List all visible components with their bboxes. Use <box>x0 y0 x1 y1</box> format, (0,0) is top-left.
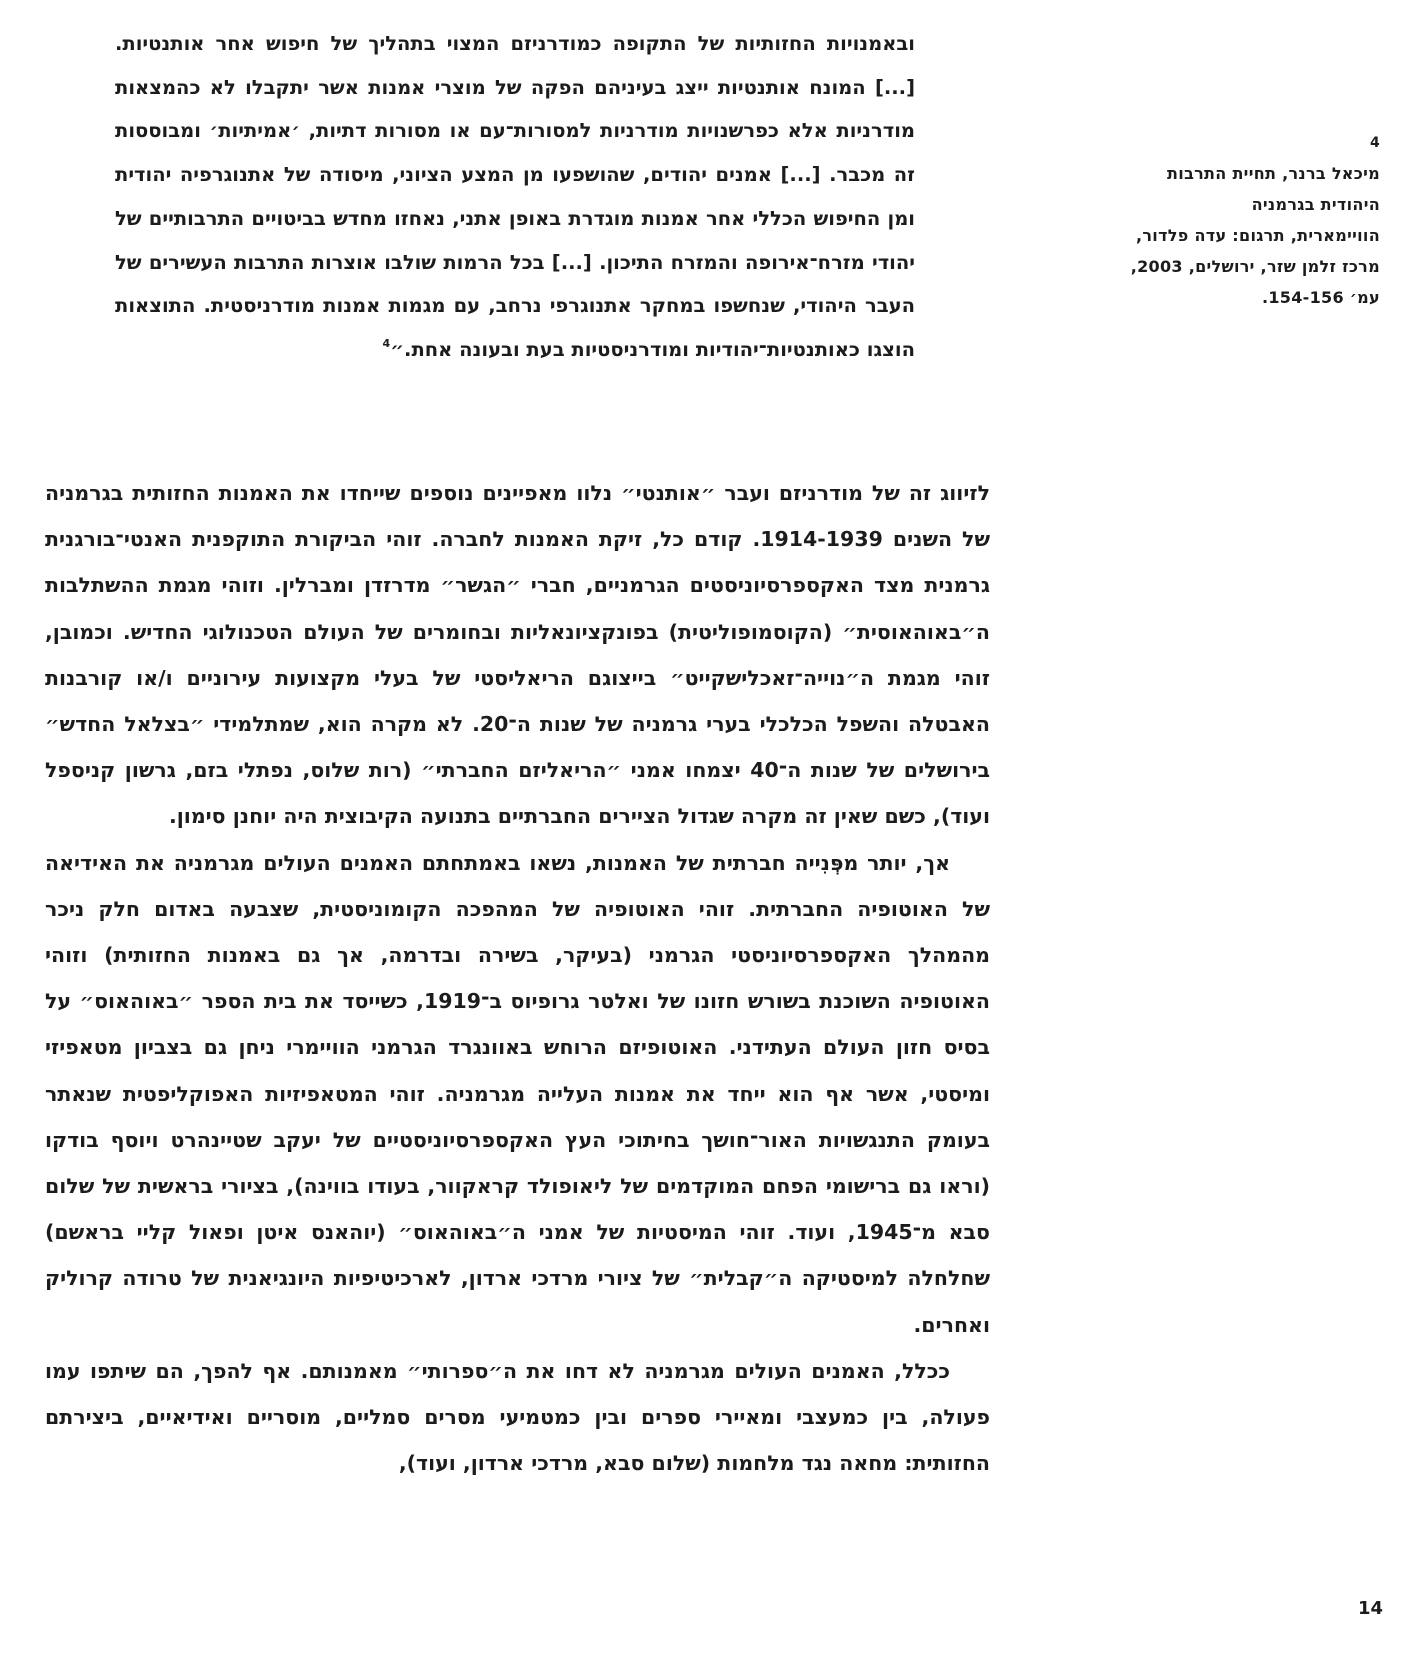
quote-text: ובאמנויות החזותיות של התקופה כמודרניזם המצוי בתהליך של חיפוש אחר אותנטיות. [...] המונח אותנטיות ייצג בעיניהם הפקה של מוצרי אמנות אשר יתקבלו לא כהמצאות מודרניות אלא כפרשנויות מודרניות למסורות־עם או מסורות דתיות, ׳אמיתיות׳ ומבוססות זה מכבר. [...] אמנים יהודים, שהושפעו מן המצע הציוני, מיסודה של אתנוגרפיה יהודית ומן החיפוש הכללי אחר אמנות מוגדרת באופן אתני, נאחזו מחדש בביטויים התרבותיים של יהודי מזרח־אירופה והמזרח התיכון. [...] בכל הרמות שולבו אוצרות התרבות העשירים של העבר היהודי, שנחשפו במחקר אתנוגרפי נרחב, עם מגמות אמנות מודרניסטית. התוצאות הוצגו כאותנטיות־יהודיות ומודרניסטיות בעת ובעונה אחת.״ <box>115 32 915 361</box>
footnote-line: עמ׳ 154-156. <box>1261 288 1380 307</box>
footnote-reference[interactable]: 4 <box>382 336 391 350</box>
paragraph: ככלל, האמנים העולים מגרמניה לא דחו את ה״ספרותי״ מאמנותם. אף להפך, הם שיתפו עמו פעולה, בין כמעצבי ומאיירי ספרים ובין כמטמיעי מסרים סמליים, מוסריים ואידיאיים, ביצירתם החזותית: מחאה נגד מלחמות (שלום סבא, מרדכי ארדון, ועוד), <box>45 1358 990 1476</box>
body-text <box>45 470 990 1486</box>
page-number: 14 <box>1358 1598 1384 1619</box>
side-footnote <box>1050 130 1380 313</box>
footnote-line: מיכאל ברנר, תחיית התרבות <box>1167 164 1380 183</box>
footnote-number: 4 <box>1369 135 1380 151</box>
paragraph: אך, יותר מפְּנִייה חברתית של האמנות, נשאו באמתחתם האמנים העולים מגרמניה את האידיאה של האוטופיה החברתית. זוהי האוטופיה של המהפכה הקומוניסטית, שצבעה באדום חלק ניכר מהמהלך האקספרסיוניסטי הגרמני (בעיקר, בשירה ובדרמה, אך גם באמנות החזותית) וזוהי האוטופיה השוכנת בשורש חזונו של ואלטר גרופיוס ב־1919, כשייסד את בית הספר ״באוהאוס״ על בסיס חזון העולם העתידני. האוטופיזם הרוחש באוונגרד הגרמני הוויימרי ניחן גם בצביון מטאפיזי ומיסטי, אשר אף הוא ייחד את אמנות העלייה מגרמניה. זוהי המטאפיזיות האפוקליפטית שנאתר בעומק התנגשויות האור־חושך בחיתוכי העץ האקספרסיוניסטיים של יעקב שטיינהרט ויוסף בודקו (וראו גם ברישומי הפחם המוקדמים של ליאופולד קראקוור, בעודו בווינה), בציורי בראשית של שלום סבא מ־1945, ועוד. זוהי המיסטיות של אמני ה״באוהאוס״ (יוהאנס איטן ופאול קליי בראשם) שחלחלה למיסטיקה ה״קבלית״ של ציורי מרדכי ארדון, לארכיטיפיות היונגיאנית של טרודה קרוליק ואחרים. <box>45 850 990 1337</box>
footnote-line: היהודית בגרמניה <box>1251 195 1380 214</box>
block-quote <box>115 22 915 372</box>
footnote-line: מרכז זלמן שזר, ירושלים, 2003, <box>1130 257 1380 276</box>
footnote-line: הוויימארית, תרגום: עדה פלדור, <box>1136 226 1380 245</box>
paragraph: לזיווג זה של מודרניזם ועבר ״אותנטי״ נלוו מאפיינים נוספים שייחדו את האמנות החזותית בגרמניה של השנים 1914-1939. קודם כל, זיקת האמנות לחברה. זוהי הביקורת התוקפנית האנטי־בורגנית גרמנית מצד האקספרסיוניסטים הגרמניים, חברי ״הגשר״ מדרזדן ומברלין. וזוהי מגמת ההשתלבות ה״באוהאוסית״ (הקוסמופוליטית) בפונקציונאליות ובחומרים של העולם הטכנולוגי החדיש. וכמובן, זוהי מגמת ה״נוייה־זאכלישקייט״ בייצוגם הריאליסטי של בעלי מקצועות עירוניים ו/או קורבנות האבטלה והשפל הכלכלי בערי גרמניה של שנות ה־20. לא מקרה הוא, שמתלמידי ״בצלאל החדש״ בירושלים של שנות ה־40 יצמחו אמני ״הריאליזם החברתי״ (רות שלוס, נפתלי בזם, גרשון קניספל ועוד), כשם שאין זה מקרה שגדול הציירים החברתיים בתנועה הקיבוצית היה יוחנן סימון. <box>45 481 990 829</box>
